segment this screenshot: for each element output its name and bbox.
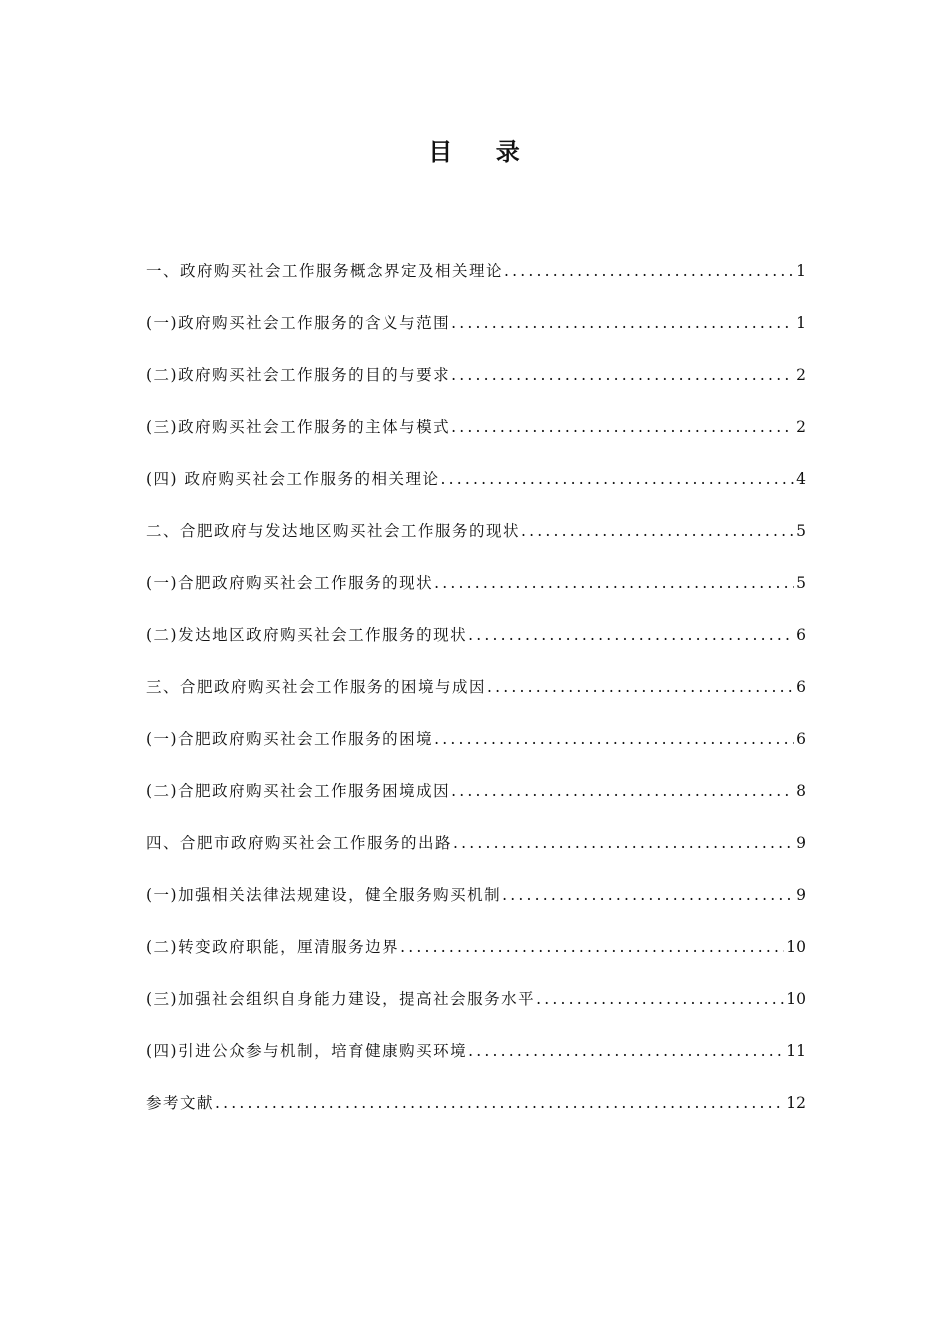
- toc-dot-leader: [434, 725, 794, 753]
- toc-entry[interactable]: [146, 569, 806, 621]
- toc-entry[interactable]: [146, 361, 806, 413]
- toc-dot-leader: [504, 257, 794, 285]
- toc-page-number: 9: [796, 886, 806, 904]
- toc-dot-leader: [451, 361, 794, 389]
- toc-entry-title: 四、合肥市政府购买社会工作服务的出路: [146, 834, 453, 852]
- toc-entry-title: 参考文献: [146, 1094, 215, 1112]
- table-of-contents: [146, 257, 806, 1141]
- page-title: 目 录: [428, 138, 522, 166]
- toc-dot-leader: [451, 413, 794, 441]
- toc-dot-leader: [536, 985, 784, 1013]
- toc-dot-leader: [441, 465, 795, 493]
- toc-page-number: 1: [796, 262, 806, 280]
- toc-dot-leader: [453, 829, 794, 857]
- toc-page-number: 6: [796, 678, 806, 696]
- toc-dot-leader: [434, 569, 794, 597]
- toc-entry[interactable]: [146, 309, 806, 361]
- toc-entry-title: (二)合肥政府购买社会工作服务困境成因: [146, 782, 451, 800]
- toc-dot-leader: [451, 777, 794, 805]
- toc-dot-leader: [451, 309, 794, 337]
- toc-dot-leader: [521, 517, 794, 545]
- toc-entry[interactable]: [146, 257, 806, 309]
- toc-entry-title: (二)发达地区政府购买社会工作服务的现状: [146, 626, 468, 644]
- toc-entry-title: (三)加强社会组织自身能力建设，提高社会服务水平: [146, 990, 536, 1008]
- toc-entry[interactable]: [146, 413, 806, 465]
- toc-page-number: 6: [796, 730, 806, 748]
- toc-entry[interactable]: [146, 673, 806, 725]
- toc-page-number: 11: [786, 1042, 806, 1060]
- toc-entry[interactable]: [146, 1089, 806, 1141]
- toc-entry-title: (一)合肥政府购买社会工作服务的现状: [146, 574, 434, 592]
- toc-dot-leader: [468, 1037, 784, 1065]
- toc-dot-leader: [215, 1089, 784, 1117]
- toc-entry-title: (一)政府购买社会工作服务的含义与范围: [146, 314, 451, 332]
- toc-entry-title: (二)转变政府职能，厘清服务边界: [146, 938, 400, 956]
- toc-page-number: 1: [796, 314, 806, 332]
- toc-page-number: 12: [786, 1094, 806, 1112]
- toc-dot-leader: [502, 881, 794, 909]
- toc-dot-leader: [400, 933, 784, 961]
- toc-entry[interactable]: [146, 933, 806, 985]
- toc-entry[interactable]: [146, 725, 806, 777]
- toc-entry[interactable]: [146, 985, 806, 1037]
- toc-page-number: 9: [796, 834, 806, 852]
- toc-page-number: 10: [786, 938, 806, 956]
- toc-dot-leader: [487, 673, 794, 701]
- toc-page-number: 10: [786, 990, 806, 1008]
- toc-entry-title: 二、合肥政府与发达地区购买社会工作服务的现状: [146, 522, 521, 540]
- toc-entry[interactable]: [146, 465, 806, 517]
- toc-entry-title: (三)政府购买社会工作服务的主体与模式: [146, 418, 451, 436]
- toc-entry-title: (四)引进公众参与机制，培育健康购买环境: [146, 1042, 468, 1060]
- toc-page-number: 2: [796, 418, 806, 436]
- toc-entry-title: (一)合肥政府购买社会工作服务的困境: [146, 730, 434, 748]
- toc-entry-title: (四) 政府购买社会工作服务的相关理论: [146, 470, 440, 488]
- toc-page-number: 4: [796, 470, 806, 488]
- toc-entry-title: 一、政府购买社会工作服务概念界定及相关理论: [146, 262, 504, 280]
- toc-entry-title: (二)政府购买社会工作服务的目的与要求: [146, 366, 451, 384]
- toc-entry[interactable]: [146, 621, 806, 673]
- toc-entry[interactable]: [146, 1037, 806, 1089]
- toc-page-number: 6: [796, 626, 806, 644]
- toc-page-number: 2: [796, 366, 806, 384]
- toc-entry-title: 三、合肥政府购买社会工作服务的困境与成因: [146, 678, 487, 696]
- toc-page-number: 8: [796, 782, 806, 800]
- toc-entry[interactable]: [146, 881, 806, 933]
- toc-entry[interactable]: [146, 517, 806, 569]
- toc-entry[interactable]: [146, 777, 806, 829]
- toc-entry[interactable]: [146, 829, 806, 881]
- toc-page-number: 5: [796, 574, 806, 592]
- toc-page-number: 5: [796, 522, 806, 540]
- toc-entry-title: (一)加强相关法律法规建设，健全服务购买机制: [146, 886, 502, 904]
- toc-dot-leader: [468, 621, 794, 649]
